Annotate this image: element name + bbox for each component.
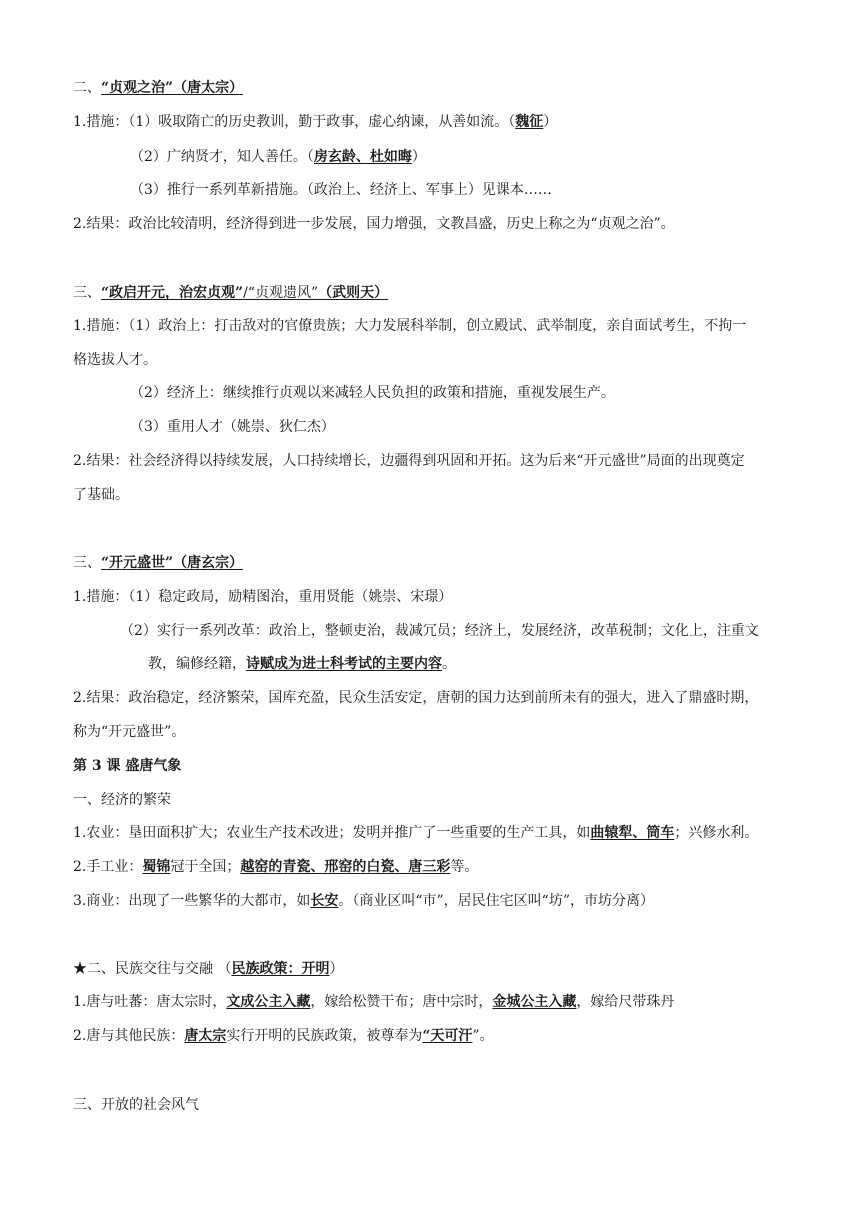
item-text-end: ；兴修水利。	[674, 825, 759, 841]
part1-heading: 一、经济的繁荣	[73, 792, 171, 808]
measure-label: 1.措施：	[73, 114, 129, 130]
key-point: 文成公主入藏	[226, 994, 311, 1010]
lesson-title: 第 3 课 盛唐气象	[73, 758, 182, 774]
measure-2	[130, 147, 812, 167]
result-line1: 2.结果：社会经济得以持续发展，人口持续增长，边疆得到巩固和开拓。这为后来“开元盛世”局面的出现奠定	[73, 453, 745, 469]
measure-3: （3）推行一系列革新措施。（政治上、经济上、军事上）见课本……	[130, 182, 552, 198]
section-heading-kaiyuan	[73, 553, 812, 573]
result-line2: 了基础。	[73, 487, 129, 503]
item-text-end: 。（商业区叫“市”，居民住宅区叫“坊”，市坊分离）	[338, 893, 654, 909]
section-heading-wuzetian	[73, 283, 812, 303]
key-point: 诗赋成为进士科考试的主要内容	[246, 656, 442, 672]
item-text: 1.唐与吐蕃：唐太宗时，	[73, 994, 227, 1010]
key-point: “天可汗	[422, 1028, 473, 1044]
key-point: 蜀锦	[142, 859, 171, 875]
measure-2-line2	[148, 654, 812, 674]
heading-number: 三、	[73, 555, 101, 571]
commerce-item	[73, 891, 812, 911]
paren-close: ）	[411, 149, 426, 165]
measure-1-line1: 1.措施：（1）政治上：打击敌对的官僚贵族；大力发展科举制，创立殿试、武举制度，亲自面试考生，不拘一	[73, 318, 747, 334]
agriculture-item	[73, 823, 812, 843]
item-text: 3.商业：出现了一些繁华的大都市，如	[73, 893, 311, 909]
item-text: ，嫁给松赞干布；唐中宗时，	[310, 994, 493, 1010]
heading-number: 三、	[73, 285, 101, 301]
heading-title: “政启开元，治宏贞观”	[101, 285, 244, 301]
part3-heading: 三、开放的社会风气	[73, 1097, 199, 1113]
measure-1: 1.措施：（1）稳定政局，励精图治，重用贤能（姚崇、宋璟）	[73, 589, 453, 605]
item-text-end: ”。	[472, 1028, 494, 1044]
item-text-end: ，嫁给尺带珠丹	[576, 994, 675, 1010]
key-point: 金城公主入藏	[492, 994, 577, 1010]
key-person: 房玄龄、杜如晦	[313, 149, 412, 165]
key-person: 魏征	[515, 114, 544, 130]
key-point: 唐太宗	[184, 1028, 227, 1044]
measure-3: （3）重用人才（姚崇、狄仁杰）	[130, 419, 335, 435]
period: 。	[442, 656, 456, 672]
measure-2: （2）经济上：继续推行贞观以来减轻人民负担的政策和措施，重视发展生产。	[130, 385, 615, 401]
result-text: 2.结果：政治比较清明，经济得到进一步发展，国力增强，文教昌盛，历史上称之为“贞观之治”。	[73, 216, 675, 232]
result-line2: 称为“开元盛世”。	[73, 724, 186, 740]
key-point: 越窑的青瓷、邢窑的白瓷、唐三彩	[240, 859, 451, 875]
heading-title: “贞观之治”（唐太宗）	[101, 80, 244, 96]
part2-heading	[73, 959, 812, 979]
item-text: 冠于全国；	[170, 859, 241, 875]
item-text: 实行开明的民族政策，被尊奉为	[226, 1028, 423, 1044]
handicraft-item	[73, 857, 812, 877]
heading-ruler: （武则天）	[318, 285, 389, 301]
measure-1-line2: 格选拔人才。	[73, 352, 157, 368]
heading-number: 二、	[73, 80, 101, 96]
tubo-item	[73, 992, 812, 1012]
heading-alt-title: /“贞观遗风”	[243, 285, 319, 301]
paren-close: ）	[543, 114, 558, 130]
paren-close: ）	[329, 961, 344, 977]
section-heading-zhenguan	[73, 78, 812, 98]
measure-text: （1）吸取隋亡的历史教训，勤于政事，虚心纳谏，从善如流。（	[128, 114, 516, 130]
key-point: 长安	[310, 893, 339, 909]
heading-title: “开元盛世”（唐玄宗）	[101, 555, 244, 571]
other-ethnic-item	[73, 1026, 812, 1046]
item-text: 1.农业：垦田面积扩大；农业生产技术改进；发明并推广了一些重要的生产工具，如	[73, 825, 591, 841]
key-point: 民族政策：开明	[231, 961, 330, 977]
measure-text: 教，编修经籍，	[148, 656, 246, 672]
measure-2-line1: （2）实行一系列改革：政治上，整顿吏治，裁减冗员；经济上，发展经济，改革税制；文化上，注重文	[120, 623, 759, 639]
key-point: 曲辕犁、筒车	[590, 825, 675, 841]
measure-1	[73, 112, 812, 132]
item-text: 2.手工业：	[73, 859, 143, 875]
result-line1: 2.结果：政治稳定，经济繁荣，国库充盈，民众生活安定，唐朝的国力达到前所未有的强大，进入了鼎盛时期，	[73, 690, 759, 706]
item-text-end: 等。	[450, 859, 479, 875]
measure-text: （2）广纳贤才，知人善任。（	[130, 149, 314, 165]
item-text: 2.唐与其他民族：	[73, 1028, 185, 1044]
heading-text: ★二、民族交往与交融 （	[73, 961, 232, 977]
